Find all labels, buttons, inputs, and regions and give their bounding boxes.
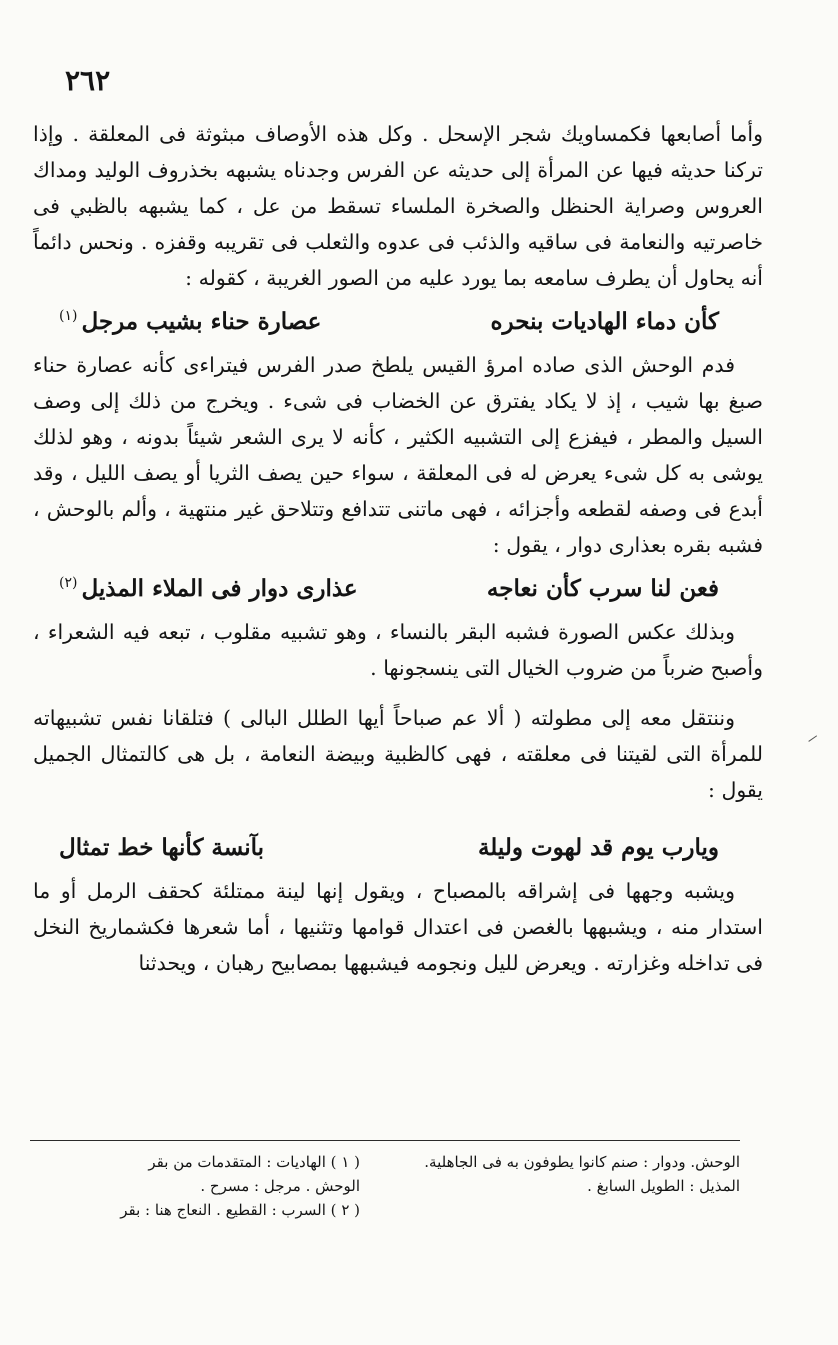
footnotes-left-column [380,1150,740,1222]
verse-3 [33,834,763,861]
verse-1-first-hemistich: كأن دماء الهاديات بنحره [490,308,719,335]
footnote-1-line-2: الوحش . مرجل : مسرح . [200,1177,360,1195]
footnote-2-line-2: الوحش. ودوار : صنم كانوا يطوفون به فى الجاهلية. [424,1153,740,1171]
footnote-2-line-3: المذيل : الطويل السابغ . [587,1177,740,1195]
footnote-2-line-1: ( ٢ ) السرب : القطيع . النعاج هنا : بقر [120,1201,360,1219]
footnote-1-line-1: ( ١ ) الهاديات : المتقدمات من بقر [148,1153,360,1171]
paragraph-1: وأما أصابعها فكمساويك شجر الإسحل . وكل هذه الأوصاف مبثوثة فى المعلقة . وإذا تركنا حديثه فيها عن المرأة إلى حديثه عن الفرس وجدناه يشبهه بخذروف الوليد ومداك العروس وصراية الحنظل والصخرة الملساء تسقط من عل ، كما يشبهه بالظبي فى خاصرتيه والنعامة فى ساقيه والذئب فى عدوه والثعلب فى تقريبه وقفزه . ونحس دائماً أنه يحاول أن يطرف سامعه بما يورد عليه من الصور الغريبة ، كقوله : [33,122,763,290]
footnotes-right-column [30,1150,360,1222]
footnotes [30,1150,740,1222]
margin-pen-mark [808,735,817,742]
paragraph-4: وننتقل معه إلى مطولته ( ألا عم صباحاً أيها الطلل البالى ) فتلقانا نفس تشبيهاته للمرأة التى لقيتنا فى معلقته ، فهى كالظبية وبيضة النعامة ، بل هى كالتمثال الجميل يقول : [33,706,763,802]
verse-1-second-text: عصارة حناء بشيب مرجل [81,308,322,335]
verse-3-second-hemistich: بآنسة كأنها خط تمثال [59,834,265,861]
paragraph-2: فدم الوحش الذى صاده امرؤ القيس يلطخ صدر الفرس فيتراءى كأنه عصارة حناء صبغ بها شيب ، إذ لا يكاد يفترق عن الخضاب فى شىء . ويخرج من ذلك إلى وصف السيل والمطر ، فيفزع إلى التشبيه الكثير ، كأنه لا يرى الشعر شيئاً بدونه ، وهو لذلك يوشى به كل شىء يعرض له فى المعلقة ، سواء حين يصف الثريا أو يصف الليل ، وقد أبدع فى وصفه لقطعه وأجزائه ، فهى ماتنى تتدافع وتتلاحق غير منتهية ، وألم بالوحش ، فشبه بقره بعذارى دوار ، يقول : [33,353,763,557]
paragraph-5: ويشبه وجهها فى إشراقه بالمصباح ، ويقول إنها لينة ممتلئة كحقف الرمل أو ما استدار منه ، ويشبهها بالغصن فى اعتدال قوامها وتثنيها ، أما شعرها فكشماريخ النخل فى تداخله وغزارته . ويعرض لليل ونجومه فيشبهها بمصابيح رهبان ، ويحدثنا [33,879,763,975]
verse-3-first-hemistich: ويارب يوم قد لهوت وليلة [477,834,719,861]
verse-1 [33,308,763,335]
footnote-ref-1: (١) [59,308,78,325]
verse-2 [33,575,763,602]
paragraph-3: وبذلك عكس الصورة فشبه البقر بالنساء ، وهو تشبيه مقلوب ، تبعه فيه الشعراء ، وأصبح ضرباً من ضروب الخيال التى ينسجونها . [33,620,763,680]
verse-2-second-text: عذارى دوار فى الملاء المذيل [81,575,358,602]
footnote-divider [30,1140,740,1141]
main-text [33,116,763,981]
page-number: ٢٦٢ [65,64,111,97]
verse-2-first-hemistich: فعن لنا سرب كأن نعاجه [486,575,719,602]
footnote-ref-2: (٢) [59,575,78,592]
verse-1-second-hemistich [59,308,321,335]
verse-2-second-hemistich [59,575,358,602]
